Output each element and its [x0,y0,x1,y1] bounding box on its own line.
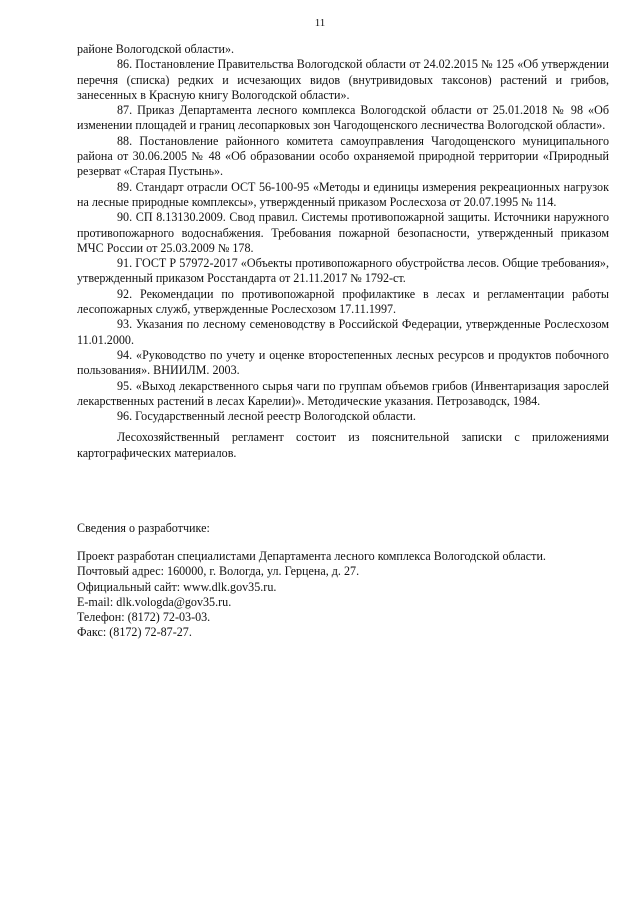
reference-text: Указания по лесному семеноводству в Российской Федерации, утвержденные Рослесхозом 11.01.2000. [77,317,609,347]
reference-text: Рекомендации по противопожарной профилактике в лесах и регламентации работы лесопожарных служб, утвержденные Рослесхозом 17.11.1997. [77,286,609,317]
reference-number: 92. [117,286,133,301]
reference-item-96 [77,409,609,424]
reference-item-87 [77,103,609,134]
developer-fax-line: Факс: (8172) 72-87-27. [77,625,192,640]
reference-text: СП 8.13130.2009. Свод правил. Системы противопожарной защиты. Источники наружного противопожарного водоснабжения. Требования пожарной безопасности, утвержденный приказом МЧС России от 25.03.2009 № 178. [77,210,610,255]
developer-heading-block [77,521,609,536]
intro-line: районе Вологодской области». [77,42,235,56]
reference-text: «Выход лекарственного сырья чаги по группам объемов грибов (Инвентаризация зарослей лекарственных растений в лесах Карелии)». Методические указания. Петрозаводск, 1984. [77,378,610,408]
reference-number: 96. [117,409,133,424]
developer-phone-line: Телефон: (8172) 72-03-03. [77,610,211,625]
developer-email-line: E-mail: dlk.vologda@gov35.ru. [77,594,232,609]
developer-site-line: Официальный сайт: www.dlk.gov35.ru. [77,579,277,594]
closing-paragraph: Лесохозяйственный регламент состоит из пояснительной записки с приложениями картографических материалов. [77,430,609,460]
developer-project-line: Проект разработан специалистами Департамента лесного комплекса Вологодской области. [77,549,546,563]
page-number: 11 [314,17,326,29]
reference-number: 93. [117,317,133,332]
reference-item-90 [77,210,609,256]
reference-item-93 [77,317,609,348]
reference-number: 87. [117,103,133,118]
reference-text: Постановление Правительства Вологодской области от 24.02.2015 № 125 «Об утверждении перечня (списка) редких и исчезающих видов (внутривидовых таксонов) растений и грибов, занесенных в Красную книгу Вологодской области». [77,57,610,102]
developer-heading: Сведения о разработчике: [77,521,210,535]
reference-text: «Руководство по учету и оценке второстепенных лесных ресурсов и продуктов побочного пользования». ВНИИЛМ. 2003. [77,347,609,378]
reference-number: 94. [117,347,133,362]
reference-item-92 [77,287,609,318]
reference-text: ГОСТ Р 57972-2017 «Объекты противопожарного обустройства лесов. Общие требования», утвержденный приказом Росстандарта от 21.11.2017 № 1792-ст. [77,256,609,286]
reference-text: Государственный лесной реестр Вологодской области. [135,409,416,424]
reference-number: 88. [117,133,133,148]
reference-text: Приказ Департамента лесного комплекса Вологодской области от 25.01.2018 № 98 «Об изменении площадей и границ лесопарковых зон Чагодощенского лесничества Вологодской области». [77,103,609,133]
reference-text: Стандарт отрасли ОСТ 56-100-95 «Методы и единицы измерения рекреационных нагрузок на лесные природные комплексы», утвержденный приказом Рослесхоза от 20.07.1995 № 114. [77,179,609,209]
reference-item-91 [77,256,609,287]
reference-item-94 [77,348,609,379]
developer-address-line: Почтовый адрес: 160000, г. Вологда, ул. Герцена, д. 27. [77,564,360,579]
reference-item-86 [77,57,609,103]
reference-number: 89. [117,179,133,194]
reference-number: 91. [117,256,133,271]
reference-number: 90. [117,210,133,225]
reference-list [77,42,609,461]
reference-number: 86. [117,57,133,72]
reference-item-88 [77,134,609,180]
reference-item-89 [77,180,609,211]
reference-text: Постановление районного комитета самоуправления Чагодощенского муниципального района от 30.06.2005 № 48 «Об образовании особо охраняемой природной территории «Природный резерват «Старая Пустынь». [77,133,609,179]
reference-number: 95. [117,378,133,393]
reference-item-95 [77,379,609,410]
developer-info [77,549,609,641]
